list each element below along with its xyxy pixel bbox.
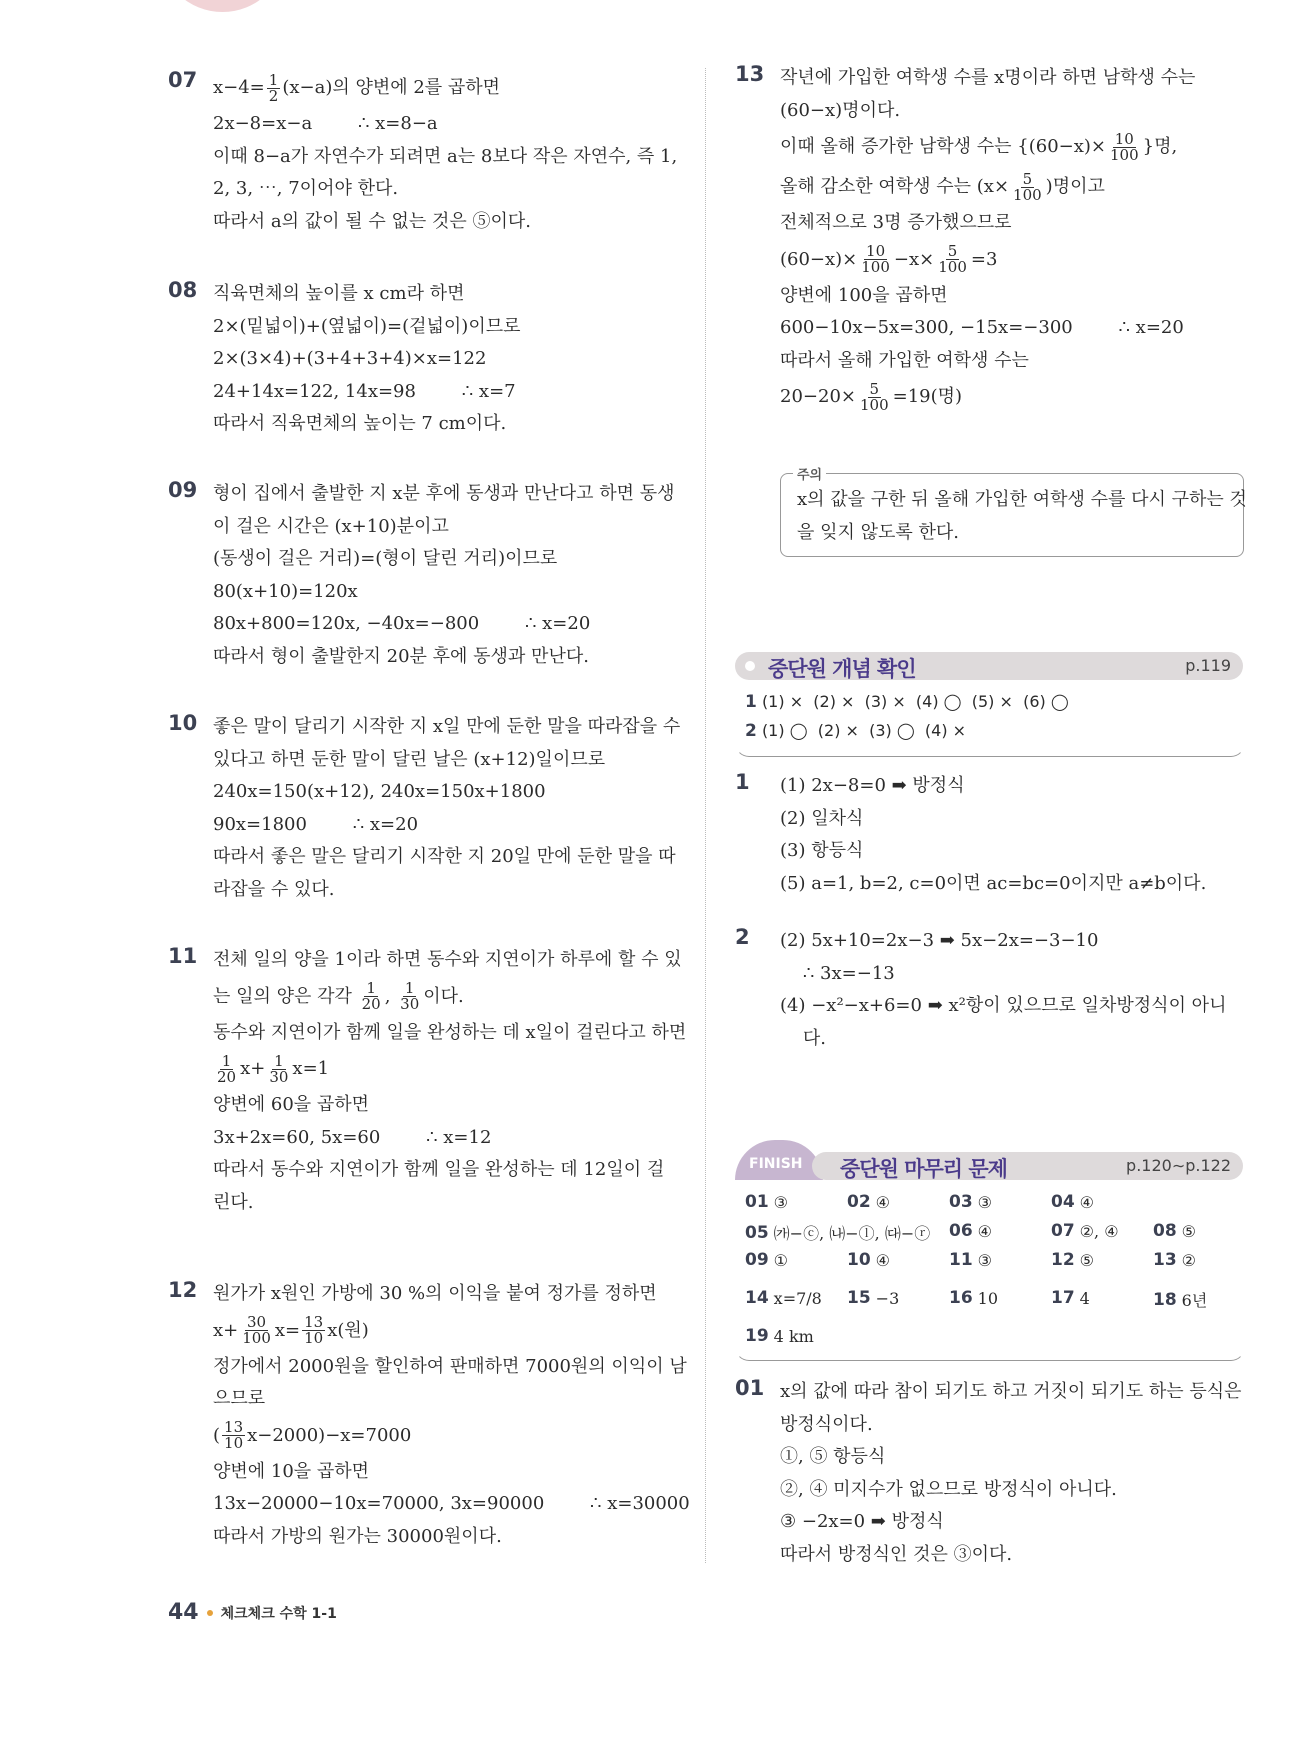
solution-line: [213, 343, 521, 376]
text-segment: x=1: [292, 1058, 330, 1079]
text-segment: 양변에 60을 곱하면: [213, 1094, 370, 1115]
solution-line: [213, 874, 680, 907]
solution-line: [213, 1383, 690, 1416]
answer-num: 04: [1051, 1192, 1075, 1212]
answer-num: 10: [847, 1250, 871, 1270]
fraction: [859, 244, 892, 275]
fraction: [360, 981, 383, 1012]
text-segment: 정가에서 2000원을 할인하여 판매하면 7000원의 이익이 남: [213, 1355, 687, 1377]
answer-value: ④: [1079, 1192, 1095, 1212]
section-title: 중단원 마무리 문제: [840, 1157, 1007, 1181]
solution-body: [213, 1278, 690, 1553]
numerator: 10: [866, 242, 886, 260]
solution-body: [213, 478, 675, 673]
solution-line: [213, 1488, 690, 1521]
problem-number: 12: [168, 1278, 198, 1302]
answer-value: 10: [977, 1288, 999, 1308]
text-segment: (60−x)×: [780, 248, 858, 270]
text-segment: 이때 올해 증가한 남학생 수는 {(60−x)×: [780, 136, 1106, 157]
denominator: 10: [304, 1329, 324, 1347]
text-segment: −x×: [893, 248, 935, 270]
solution-line: [213, 841, 680, 874]
answer-value: ④: [875, 1250, 891, 1270]
problem-number: 10: [168, 711, 198, 735]
solution-line: [213, 1416, 690, 1456]
problem-number: 13: [735, 62, 765, 86]
answer-item: [1153, 1250, 1196, 1270]
solution-line: [780, 1539, 1242, 1572]
fraction: [1011, 169, 1044, 204]
solution-body: [780, 62, 1195, 417]
solution-line: [780, 167, 1195, 207]
answer-num: 18: [1153, 1289, 1177, 1310]
problem-number: 1: [735, 770, 750, 794]
solution-line: [780, 1376, 1242, 1409]
note-line: 을 잊지 않도록 한다.: [797, 521, 959, 543]
answer-value: ⑤: [1079, 1250, 1095, 1270]
book-title: 체크체크 수학 1-1: [220, 1605, 337, 1622]
numerator: 1: [366, 979, 376, 997]
fraction: [858, 379, 891, 414]
note-label: 주의: [793, 464, 826, 483]
solution-line: [213, 108, 677, 141]
answer-item: [745, 1250, 788, 1270]
solution-line: [213, 608, 675, 641]
text-segment: 이때 8−a가 자연수가 되려면 a는 8보다 작은 자연수, 즉 1,: [213, 145, 678, 167]
answer-item: [949, 1192, 992, 1212]
text-segment: 이 걸은 시간은 (x+10)분이고: [213, 515, 449, 537]
answer-item: [949, 1288, 998, 1308]
answer-item: [847, 1288, 899, 1308]
solution-line: [780, 62, 1195, 95]
answer-value: ②, ④: [1079, 1221, 1119, 1241]
text-segment: 린다.: [213, 1191, 254, 1213]
concept-answer-row: [745, 692, 1069, 712]
solution-line: [213, 173, 677, 206]
solution-line: [780, 1474, 1242, 1507]
denominator: 100: [861, 258, 890, 276]
solution-line: [213, 1311, 690, 1351]
answer-text: (1) × (2) × (3) × (4) ◯ (5) × (6) ◯: [761, 692, 1069, 711]
solution-body: [780, 925, 1226, 1055]
text-segment: x+: [240, 1058, 266, 1079]
text-segment: x의 값에 따라 참이 되기도 하고 거짓이 되기도 하는 등식은: [780, 1381, 1242, 1402]
solution-line: [780, 207, 1195, 240]
solution-line: [780, 95, 1195, 128]
finish-header: [812, 1152, 1243, 1180]
answer-item: [1153, 1221, 1196, 1241]
answer-value: ㈎−ⓒ, ㈏−ⓛ, ㈐−ⓡ: [773, 1224, 931, 1243]
solution-line: [213, 478, 675, 511]
text-segment: 90x=1800 ∴ x=20: [213, 813, 419, 835]
text-segment: 따라서 올해 가입한 여학생 수는: [780, 349, 1029, 371]
solution-line: [780, 925, 1226, 958]
numerator: 1: [274, 1051, 284, 1070]
numerator: 1: [404, 979, 415, 997]
text-segment: 20−20×: [780, 386, 856, 407]
caution-note: [780, 468, 1247, 557]
answer-num: 17: [1051, 1288, 1075, 1308]
fraction: [302, 1315, 325, 1346]
denominator: 100: [859, 395, 889, 414]
solution-line: [213, 311, 521, 344]
solution-line: [780, 835, 1206, 868]
denominator: 100: [1013, 185, 1042, 204]
page-ref: p.120∼p.122: [1126, 1156, 1231, 1175]
solution-line: [780, 240, 1195, 280]
answer-num: 11: [949, 1250, 973, 1270]
solution-line: [213, 1351, 690, 1384]
finish-label: FINISH: [749, 1156, 803, 1172]
answer-num: 12: [1051, 1250, 1075, 1270]
answer-num: 07: [1051, 1221, 1075, 1241]
solution-line: [213, 641, 675, 674]
text-segment: (60−x)명이다.: [780, 99, 901, 121]
concept-check-header: [735, 652, 1243, 680]
text-segment: (2) 일차식: [780, 807, 864, 829]
text-segment: 있다고 하면 둔한 말이 달린 날은 (x+12)일이므로: [213, 748, 606, 770]
text-segment: 따라서 직육면체의 높이는 7 cm이다.: [213, 413, 507, 434]
answer-item: [847, 1250, 890, 1270]
text-segment: x−4=: [213, 77, 265, 98]
solution-line: [213, 944, 686, 977]
fraction: [1108, 129, 1141, 164]
text-segment: (2) 5x+10=2x−3 ➡ 5x−2x=−3−10: [780, 930, 1099, 951]
answer-num: 1: [745, 692, 757, 712]
solution-line: [780, 345, 1195, 378]
numerator: 13: [304, 1313, 324, 1331]
fraction: [936, 244, 969, 275]
solution-body: [213, 278, 521, 441]
solution-line: [780, 377, 1195, 417]
solution-line: [213, 1017, 686, 1050]
text-segment: 라잡을 수 있다.: [213, 878, 335, 900]
numerator: 5: [1022, 169, 1033, 188]
answer-value: 4: [1079, 1288, 1090, 1308]
answer-item: [745, 1221, 930, 1244]
solution-line: [780, 312, 1195, 345]
text-segment: 따라서 좋은 말은 달리기 시작한 지 20일 만에 둔한 말을 따: [213, 846, 676, 867]
decorative-circle: [160, 0, 285, 12]
solution-line: [780, 1023, 1226, 1056]
answer-item: [1051, 1221, 1119, 1241]
solution-line: [213, 511, 675, 544]
answer-item: [949, 1221, 992, 1241]
answer-num: 06: [949, 1221, 973, 1241]
denominator: 10: [224, 1434, 244, 1452]
text-segment: 형이 집에서 출발한 지 x분 후에 동생과 만난다고 하면 동생: [213, 483, 675, 504]
numerator: 1: [221, 1051, 232, 1070]
answer-value: ④: [977, 1221, 993, 1241]
text-segment: 는 일의 양은 각각: [213, 985, 358, 1007]
answer-num: 19: [745, 1326, 769, 1346]
solution-line: [213, 141, 677, 174]
solution-line: [213, 543, 675, 576]
solution-line: [780, 868, 1206, 901]
box-bottom-line: [735, 738, 1245, 757]
text-segment: (3) 항등식: [780, 840, 864, 861]
text-segment: 2, 3, ⋯, 7이어야 한다.: [213, 178, 399, 199]
text-segment: 으므로: [213, 1388, 266, 1409]
text-segment: 좋은 말이 달리기 시작한 지 x일 만에 둔한 말을 따라잡을 수: [213, 716, 681, 737]
box-bottom-line: [735, 1342, 1245, 1361]
section-title: 중단원 개념 확인: [768, 657, 916, 681]
answer-value: ③: [977, 1250, 993, 1270]
text-segment: 따라서 형이 출발한지 20분 후에 동생과 만난다.: [213, 645, 589, 667]
text-segment: (4) −x²−x+6=0 ➡ x²항이 있으므로 일차방정식이 아니: [780, 995, 1227, 1016]
page-footer: [168, 1600, 337, 1625]
solution-line: [213, 1187, 686, 1220]
note-line: x의 값을 구한 뒤 올해 가입한 여학생 수를 다시 구하는 것: [797, 489, 1247, 510]
text-segment: 전체 일의 양을 1이라 하면 동수와 지연이가 하루에 할 수 있: [213, 949, 682, 970]
text-segment: }명,: [1142, 136, 1178, 157]
text-segment: 240x=150(x+12), 240x=150x+1800: [213, 781, 546, 802]
text-segment: 따라서 방정식인 것은 ③이다.: [780, 1543, 1013, 1565]
answer-num: 2: [745, 721, 757, 741]
problem-number: 08: [168, 278, 198, 302]
solution-body: [780, 1376, 1242, 1571]
text-segment: 올해 감소한 여학생 수는 (x×: [780, 176, 1010, 197]
denominator: 20: [217, 1067, 237, 1086]
fraction: [267, 1051, 290, 1086]
answer-num: 14: [745, 1288, 769, 1308]
page-number: 44: [168, 1600, 199, 1625]
text-segment: 다.: [780, 1027, 826, 1049]
answer-value: ①: [773, 1250, 789, 1270]
solution-line: [780, 990, 1226, 1023]
answer-value: ④: [875, 1192, 891, 1212]
text-segment: 따라서 가방의 원가는 30000원이다.: [213, 1525, 502, 1547]
answer-num: 09: [745, 1250, 769, 1270]
text-segment: (x−a)의 양변에 2를 곱하면: [282, 77, 501, 98]
answer-value: x=7/8: [773, 1288, 822, 1308]
text-segment: 2x−8=x−a ∴ x=8−a: [213, 113, 438, 134]
numerator: 1: [268, 70, 279, 89]
answer-num: 01: [745, 1192, 769, 1212]
denominator: 100: [938, 258, 967, 276]
text-segment: 80x+800=120x, −40x=−800 ∴ x=20: [213, 613, 591, 634]
solution-line: [213, 776, 680, 809]
solution-body: [780, 770, 1206, 900]
denominator: 30: [269, 1067, 289, 1086]
answer-value: ②: [1181, 1250, 1197, 1270]
solution-line: [780, 1506, 1242, 1539]
problem-number: 2: [735, 925, 750, 949]
text-segment: 3x+2x=60, 5x=60 ∴ x=12: [213, 1126, 492, 1148]
answer-num: 08: [1153, 1221, 1177, 1241]
answer-item: [1051, 1288, 1090, 1308]
answer-num: 03: [949, 1192, 973, 1212]
solution-body: [213, 944, 686, 1219]
text-segment: 80(x+10)=120x: [213, 580, 358, 602]
text-segment: 600−10x−5x=300, −15x=−300 ∴ x=20: [780, 317, 1184, 338]
solution-line: [213, 744, 680, 777]
text-segment: (동생이 걸은 거리)=(형이 달린 거리)이므로: [213, 548, 558, 569]
finish-tab: [735, 1140, 823, 1180]
problem-number: 11: [168, 944, 198, 968]
numerator: 5: [869, 379, 880, 398]
fraction: [398, 981, 421, 1012]
text-segment: =3: [970, 248, 998, 270]
denominator: 30: [400, 995, 420, 1013]
fraction: [215, 1051, 238, 1086]
solution-line: [213, 711, 680, 744]
solution-line: [213, 1278, 690, 1311]
text-segment: 24+14x=122, 14x=98 ∴ x=7: [213, 380, 516, 402]
text-segment: 원가가 x원인 가방에 30 %의 이익을 붙여 정가를 정하면: [213, 1283, 657, 1304]
answer-value: ③: [773, 1192, 789, 1212]
answer-num: 15: [847, 1288, 871, 1308]
text-segment: 양변에 100을 곱하면: [780, 284, 948, 306]
text-segment: ①, ⑤ 항등식: [780, 1446, 886, 1467]
answer-value: 6년: [1181, 1291, 1208, 1310]
solution-line: [213, 1521, 690, 1554]
solution-line: [780, 1409, 1242, 1442]
numerator: 10: [1114, 129, 1134, 148]
text-segment: (5) a=1, b=2, c=0이면 ac=bc=0이지만 a≠b이다.: [780, 872, 1207, 894]
column-divider: [705, 68, 706, 1563]
numerator: 13: [224, 1418, 244, 1436]
answer-value: 4 km: [773, 1326, 814, 1346]
text-segment: ②, ④ 미지수가 없으므로 방정식이 아니다.: [780, 1478, 1117, 1500]
text-segment: x+: [213, 1319, 239, 1341]
bullet-icon: [745, 661, 755, 671]
answer-item: [745, 1288, 822, 1308]
answer-value: ③: [977, 1192, 993, 1212]
answer-value: ⑤: [1181, 1221, 1197, 1241]
solution-body: [213, 68, 677, 238]
text-segment: x(원): [327, 1319, 369, 1341]
denominator: 20: [361, 995, 381, 1013]
text-segment: 방정식이다.: [780, 1413, 873, 1435]
text-segment: 전체적으로 3명 증가했으므로: [780, 212, 1012, 233]
text-segment: )명이고: [1045, 176, 1105, 197]
answer-num: 13: [1153, 1250, 1177, 1270]
answer-num: 02: [847, 1192, 871, 1212]
solution-line: [213, 576, 675, 609]
text-segment: 따라서 a의 값이 될 수 없는 것은 ⑤이다.: [213, 210, 531, 232]
solution-line: [213, 1122, 686, 1155]
solution-line: [213, 206, 677, 239]
text-segment: 양변에 10을 곱하면: [213, 1460, 370, 1482]
text-segment: 동수와 지연이가 함께 일을 완성하는 데 x일이 걸린다고 하면: [213, 1021, 687, 1043]
answer-text: (1) ◯ (2) × (3) ◯ (4) ×: [761, 721, 967, 740]
text-segment: ③ −2x=0 ➡ 방정식: [780, 1511, 944, 1532]
answer-item: [847, 1192, 890, 1212]
text-segment: x−2000)−x=7000: [247, 1424, 412, 1446]
denominator: 2: [268, 86, 279, 105]
solution-line: [780, 770, 1206, 803]
text-segment: 2×(밑넓이)+(옆넓이)=(겉넓이)이므로: [213, 315, 521, 337]
fraction: [222, 1420, 245, 1451]
text-segment: (1) 2x−8=0 ➡ 방정식: [780, 775, 965, 796]
problem-number: 07: [168, 68, 198, 92]
text-segment: 따라서 동수와 지연이가 함께 일을 완성하는 데 12일이 걸: [213, 1159, 665, 1180]
answer-value: −3: [875, 1288, 900, 1308]
page-ref: p.119: [1185, 656, 1231, 675]
fraction: [267, 70, 281, 105]
fraction: [240, 1315, 273, 1346]
answer-item: [1051, 1250, 1094, 1270]
solution-line: [213, 1089, 686, 1122]
solution-line: [780, 280, 1195, 313]
solution-line: [780, 803, 1206, 836]
solution-line: [213, 977, 686, 1017]
answer-num: 05: [745, 1222, 769, 1243]
text-segment: 이다.: [423, 985, 464, 1007]
text-segment: ,: [384, 985, 397, 1007]
solution-line: [213, 809, 680, 842]
problem-number: 01: [735, 1376, 765, 1400]
text-segment: 직육면체의 높이를 x cm라 하면: [213, 283, 465, 304]
denominator: 100: [1109, 145, 1139, 164]
solution-line: [213, 376, 521, 409]
numerator: 30: [247, 1313, 267, 1331]
text-segment: 13x−20000−10x=70000, 3x=90000 ∴ x=30000: [213, 1493, 690, 1514]
solution-line: [780, 127, 1195, 167]
text-segment: ∴ 3x=−13: [780, 962, 895, 984]
solution-line: [213, 278, 521, 311]
answer-item: [745, 1192, 788, 1212]
problem-number: 09: [168, 478, 198, 502]
denominator: 100: [242, 1329, 271, 1347]
solution-body: [213, 711, 680, 906]
solution-line: [213, 68, 677, 108]
text-segment: x=: [274, 1319, 301, 1341]
solution-line: [213, 1154, 686, 1187]
solution-line: [780, 958, 1226, 991]
answer-item: [1153, 1288, 1207, 1311]
solution-line: [213, 408, 521, 441]
text-segment: 작년에 가입한 여학생 수를 x명이라 하면 남학생 수는: [780, 67, 1196, 88]
solution-line: [780, 1441, 1242, 1474]
solution-line: [213, 1456, 690, 1489]
text-segment: =19(명): [892, 386, 963, 407]
answer-num: 16: [949, 1288, 973, 1308]
answer-item: [1051, 1192, 1094, 1212]
bullet-icon: [207, 1610, 213, 1616]
text-segment: (: [213, 1424, 221, 1446]
solution-line: [213, 1049, 686, 1089]
answer-item: [949, 1250, 992, 1270]
text-segment: 2×(3×4)+(3+4+3+4)×x=122: [213, 348, 487, 369]
numerator: 5: [947, 242, 958, 260]
